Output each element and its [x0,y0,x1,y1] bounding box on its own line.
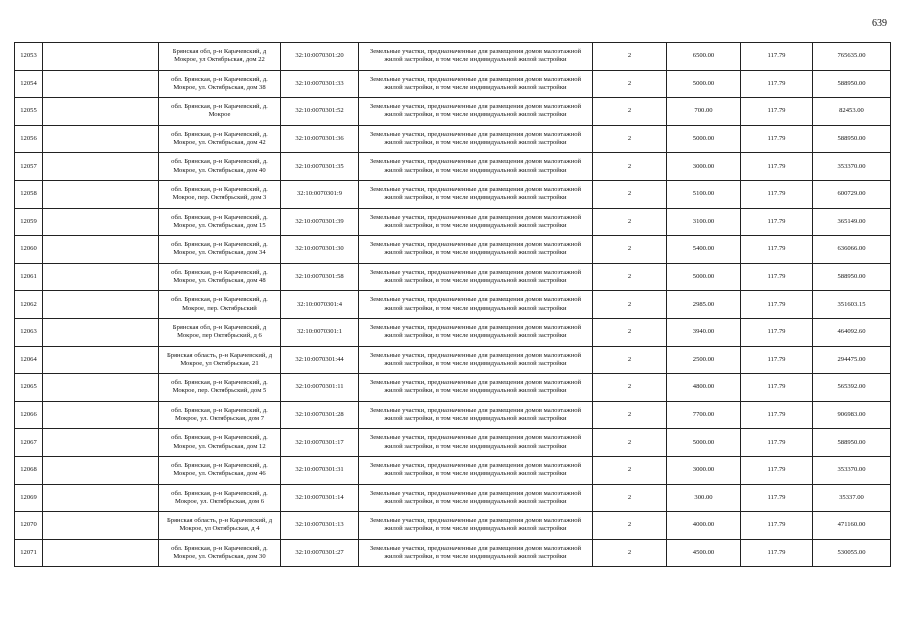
land-use-cell: Земельные участки, предназначенные для размещения домов малоэтажной жилой застройки, в том числе индивидуальной жилой застройки [359,539,593,567]
cadastral-number-cell: 32:10:0070301:27 [281,539,359,567]
spacer-cell [43,346,159,374]
land-use-cell: Земельные участки, предназначенные для размещения домов малоэтажной жилой застройки, в том числе индивидуальной жилой застройки [359,512,593,540]
spacer-cell [43,429,159,457]
row-id-cell: 12061 [15,263,43,291]
table-row [15,318,891,346]
land-use-cell: Земельные участки, предназначенные для размещения домов малоэтажной жилой застройки, в том числе индивидуальной жилой застройки [359,180,593,208]
group-number-cell: 2 [593,263,667,291]
area-cell: 5000.00 [667,429,741,457]
row-id-cell: 12055 [15,98,43,126]
address-cell: обл. Брянская, р-н Карачевский, д. Мокрое, ул. Октябрьская, дом 6 [159,484,281,512]
area-cell: 4800.00 [667,374,741,402]
table-row [15,429,891,457]
cadastral-number-cell: 32:10:0070301:58 [281,263,359,291]
spacer-cell [43,539,159,567]
group-number-cell: 2 [593,429,667,457]
cadastral-value-cell: 351603.15 [813,291,891,319]
land-use-cell: Земельные участки, предназначенные для размещения домов малоэтажной жилой застройки, в том числе индивидуальной жилой застройки [359,291,593,319]
cadastral-number-cell: 32:10:0070301:39 [281,208,359,236]
area-cell: 5000.00 [667,263,741,291]
spacer-cell [43,374,159,402]
row-id-cell: 12060 [15,236,43,264]
cadastral-value-cell: 365149.00 [813,208,891,236]
cadastral-value-cell: 294475.00 [813,346,891,374]
cadastral-number-cell: 32:10:0070301:44 [281,346,359,374]
row-id-cell: 12068 [15,456,43,484]
land-use-cell: Земельные участки, предназначенные для размещения домов малоэтажной жилой застройки, в том числе индивидуальной жилой застройки [359,484,593,512]
specific-value-cell: 117.79 [741,401,813,429]
cadastral-value-cell: 353370.00 [813,153,891,181]
cadastral-value-cell: 471160.00 [813,512,891,540]
address-cell: обл. Брянская, р-н Карачевский, д. Мокрое, ул. Октябрьская, дом 42 [159,125,281,153]
cadastral-value-cell: 588950.00 [813,429,891,457]
group-number-cell: 2 [593,125,667,153]
address-cell: Брянская область, р-н Карачевский, д Мокрое, ул Октябрьская, 21 [159,346,281,374]
specific-value-cell: 117.79 [741,263,813,291]
spacer-cell [43,484,159,512]
specific-value-cell: 117.79 [741,456,813,484]
area-cell: 700.00 [667,98,741,126]
table-row [15,401,891,429]
land-use-cell: Земельные участки, предназначенные для размещения домов малоэтажной жилой застройки, в том числе индивидуальной жилой застройки [359,263,593,291]
row-id-cell: 12059 [15,208,43,236]
cadastral-number-cell: 32:10:0070301:28 [281,401,359,429]
land-use-cell: Земельные участки, предназначенные для размещения домов малоэтажной жилой застройки, в том числе индивидуальной жилой застройки [359,318,593,346]
group-number-cell: 2 [593,180,667,208]
cadastral-number-cell: 32:10:0070301:20 [281,43,359,71]
area-cell: 5000.00 [667,70,741,98]
table-row [15,374,891,402]
land-use-cell: Земельные участки, предназначенные для размещения домов малоэтажной жилой застройки, в том числе индивидуальной жилой застройки [359,456,593,484]
cadastral-value-cell: 588950.00 [813,263,891,291]
cadastral-value-table [14,42,891,567]
address-cell: обл. Брянская, р-н Карачевский, д. Мокрое, ул. Октябрьская, дом 30 [159,539,281,567]
area-cell: 3000.00 [667,153,741,181]
land-use-cell: Земельные участки, предназначенные для размещения домов малоэтажной жилой застройки, в том числе индивидуальной жилой застройки [359,401,593,429]
specific-value-cell: 117.79 [741,374,813,402]
row-id-cell: 12066 [15,401,43,429]
spacer-cell [43,512,159,540]
cadastral-number-cell: 32:10:0070301:14 [281,484,359,512]
specific-value-cell: 117.79 [741,539,813,567]
group-number-cell: 2 [593,70,667,98]
spacer-cell [43,291,159,319]
land-use-cell: Земельные участки, предназначенные для размещения домов малоэтажной жилой застройки, в том числе индивидуальной жилой застройки [359,70,593,98]
group-number-cell: 2 [593,484,667,512]
group-number-cell: 2 [593,318,667,346]
specific-value-cell: 117.79 [741,98,813,126]
land-use-cell: Земельные участки, предназначенные для размещения домов малоэтажной жилой застройки, в том числе индивидуальной жилой застройки [359,98,593,126]
spacer-cell [43,456,159,484]
cadastral-number-cell: 32:10:0070301:13 [281,512,359,540]
area-cell: 300.00 [667,484,741,512]
row-id-cell: 12057 [15,153,43,181]
address-cell: обл. Брянская, р-н Карачевский, д. Мокрое, ул. Октябрьская, дом 46 [159,456,281,484]
land-use-cell: Земельные участки, предназначенные для размещения домов малоэтажной жилой застройки, в том числе индивидуальной жилой застройки [359,208,593,236]
land-use-cell: Земельные участки, предназначенные для размещения домов малоэтажной жилой застройки, в том числе индивидуальной жилой застройки [359,429,593,457]
row-id-cell: 12054 [15,70,43,98]
cadastral-value-cell: 353370.00 [813,456,891,484]
specific-value-cell: 117.79 [741,512,813,540]
spacer-cell [43,153,159,181]
land-use-cell: Земельные участки, предназначенные для размещения домов малоэтажной жилой застройки, в том числе индивидуальной жилой застройки [359,153,593,181]
specific-value-cell: 117.79 [741,318,813,346]
cadastral-value-cell: 565392.00 [813,374,891,402]
spacer-cell [43,318,159,346]
table-row [15,263,891,291]
area-cell: 4500.00 [667,539,741,567]
cadastral-value-cell: 82453.00 [813,98,891,126]
specific-value-cell: 117.79 [741,180,813,208]
address-cell: обл. Брянская, р-н Карачевский, д. Мокрое, ул. Октябрьская, дом 38 [159,70,281,98]
group-number-cell: 2 [593,456,667,484]
group-number-cell: 2 [593,153,667,181]
land-use-cell: Земельные участки, предназначенные для размещения домов малоэтажной жилой застройки, в том числе индивидуальной жилой застройки [359,374,593,402]
specific-value-cell: 117.79 [741,429,813,457]
table-row [15,539,891,567]
address-cell: обл. Брянская, р-н Карачевский, д. Мокрое, ул. Октябрьская, дом 40 [159,153,281,181]
cadastral-value-cell: 765635.00 [813,43,891,71]
address-cell: Брянская обл, р-н Карачевский, д Мокрое, ул Октябрьская, дом 22 [159,43,281,71]
row-id-cell: 12069 [15,484,43,512]
table-row [15,236,891,264]
specific-value-cell: 117.79 [741,125,813,153]
area-cell: 3940.00 [667,318,741,346]
cadastral-value-cell: 35337.00 [813,484,891,512]
cadastral-value-cell: 600729.00 [813,180,891,208]
cadastral-number-cell: 32:10:0070301:11 [281,374,359,402]
spacer-cell [43,401,159,429]
spacer-cell [43,125,159,153]
cadastral-number-cell: 32:10:0070301:36 [281,125,359,153]
specific-value-cell: 117.79 [741,70,813,98]
land-use-cell: Земельные участки, предназначенные для размещения домов малоэтажной жилой застройки, в том числе индивидуальной жилой застройки [359,236,593,264]
spacer-cell [43,98,159,126]
address-cell: обл. Брянская, р-н Карачевский, д. Мокрое [159,98,281,126]
land-use-cell: Земельные участки, предназначенные для размещения домов малоэтажной жилой застройки, в том числе индивидуальной жилой застройки [359,43,593,71]
page-number: 639 [872,18,887,29]
area-cell: 4000.00 [667,512,741,540]
group-number-cell: 2 [593,291,667,319]
cadastral-number-cell: 32:10:0070301:35 [281,153,359,181]
spacer-cell [43,180,159,208]
cadastral-number-cell: 32:10:0070301:17 [281,429,359,457]
table-row [15,43,891,71]
specific-value-cell: 117.79 [741,346,813,374]
cadastral-number-cell: 32:10:0070301:4 [281,291,359,319]
row-id-cell: 12063 [15,318,43,346]
address-cell: обл. Брянская, р-н Карачевский, д. Мокрое, ул. Октябрьская, дом 7 [159,401,281,429]
area-cell: 7700.00 [667,401,741,429]
area-cell: 5400.00 [667,236,741,264]
cadastral-value-cell: 636066.00 [813,236,891,264]
area-cell: 6500.00 [667,43,741,71]
row-id-cell: 12071 [15,539,43,567]
cadastral-number-cell: 32:10:0070301:30 [281,236,359,264]
cadastral-value-cell: 464092.60 [813,318,891,346]
address-cell: обл. Брянская, р-н Карачевский, д. Мокрое, ул. Октябрьская, дом 15 [159,208,281,236]
cadastral-value-cell: 588950.00 [813,70,891,98]
spacer-cell [43,208,159,236]
group-number-cell: 2 [593,98,667,126]
group-number-cell: 2 [593,43,667,71]
specific-value-cell: 117.79 [741,236,813,264]
table-row [15,70,891,98]
address-cell: обл. Брянская, р-н Карачевский, д. Мокрое, ул. Октябрьская, дом 34 [159,236,281,264]
table-row [15,180,891,208]
group-number-cell: 2 [593,512,667,540]
cadastral-value-cell: 588950.00 [813,125,891,153]
address-cell: обл. Брянская, р-н Карачевский, д. Мокрое, ул. Октябрьская, дом 12 [159,429,281,457]
address-cell: обл. Брянская, р-н Карачевский, д. Мокрое, пер. Октябрьский, дом 5 [159,374,281,402]
specific-value-cell: 117.79 [741,208,813,236]
table-row [15,484,891,512]
table-row [15,125,891,153]
specific-value-cell: 117.79 [741,291,813,319]
row-id-cell: 12053 [15,43,43,71]
cadastral-number-cell: 32:10:0070301:52 [281,98,359,126]
group-number-cell: 2 [593,401,667,429]
cadastral-number-cell: 32:10:0070301:33 [281,70,359,98]
group-number-cell: 2 [593,539,667,567]
specific-value-cell: 117.79 [741,153,813,181]
specific-value-cell: 117.79 [741,43,813,71]
address-cell: обл. Брянская, р-н Карачевский, д. Мокрое, пер. Октябрьский, дом 3 [159,180,281,208]
table-row [15,208,891,236]
group-number-cell: 2 [593,208,667,236]
address-cell: обл. Брянская, р-н Карачевский, д. Мокрое, пер. Октябрьский [159,291,281,319]
address-cell: Брянская область, р-н Карачевский, д Мокрое, ул Октябрьская, д 4 [159,512,281,540]
cadastral-value-cell: 906983.00 [813,401,891,429]
spacer-cell [43,43,159,71]
row-id-cell: 12062 [15,291,43,319]
group-number-cell: 2 [593,346,667,374]
row-id-cell: 12065 [15,374,43,402]
area-cell: 3100.00 [667,208,741,236]
address-cell: обл. Брянская, р-н Карачевский, д. Мокрое, ул. Октябрьская, дом 48 [159,263,281,291]
area-cell: 2500.00 [667,346,741,374]
table-row [15,291,891,319]
row-id-cell: 12070 [15,512,43,540]
cadastral-number-cell: 32:10:0070301:31 [281,456,359,484]
row-id-cell: 12064 [15,346,43,374]
cadastral-value-cell: 530055.00 [813,539,891,567]
row-id-cell: 12056 [15,125,43,153]
address-cell: Брянская обл, р-н Карачевский, д Мокрое, пер Октябрьский, д 6 [159,318,281,346]
table-row [15,153,891,181]
area-cell: 3000.00 [667,456,741,484]
spacer-cell [43,236,159,264]
table-row [15,512,891,540]
group-number-cell: 2 [593,236,667,264]
row-id-cell: 12067 [15,429,43,457]
specific-value-cell: 117.79 [741,484,813,512]
cadastral-number-cell: 32:10:0070301:1 [281,318,359,346]
land-use-cell: Земельные участки, предназначенные для размещения домов малоэтажной жилой застройки, в том числе индивидуальной жилой застройки [359,125,593,153]
table-row [15,346,891,374]
area-cell: 2985.00 [667,291,741,319]
table-row [15,98,891,126]
table-body [15,43,891,567]
spacer-cell [43,263,159,291]
cadastral-number-cell: 32:10:0070301:9 [281,180,359,208]
group-number-cell: 2 [593,374,667,402]
table-row [15,456,891,484]
row-id-cell: 12058 [15,180,43,208]
area-cell: 5000.00 [667,125,741,153]
spacer-cell [43,70,159,98]
land-use-cell: Земельные участки, предназначенные для размещения домов малоэтажной жилой застройки, в том числе индивидуальной жилой застройки [359,346,593,374]
area-cell: 5100.00 [667,180,741,208]
